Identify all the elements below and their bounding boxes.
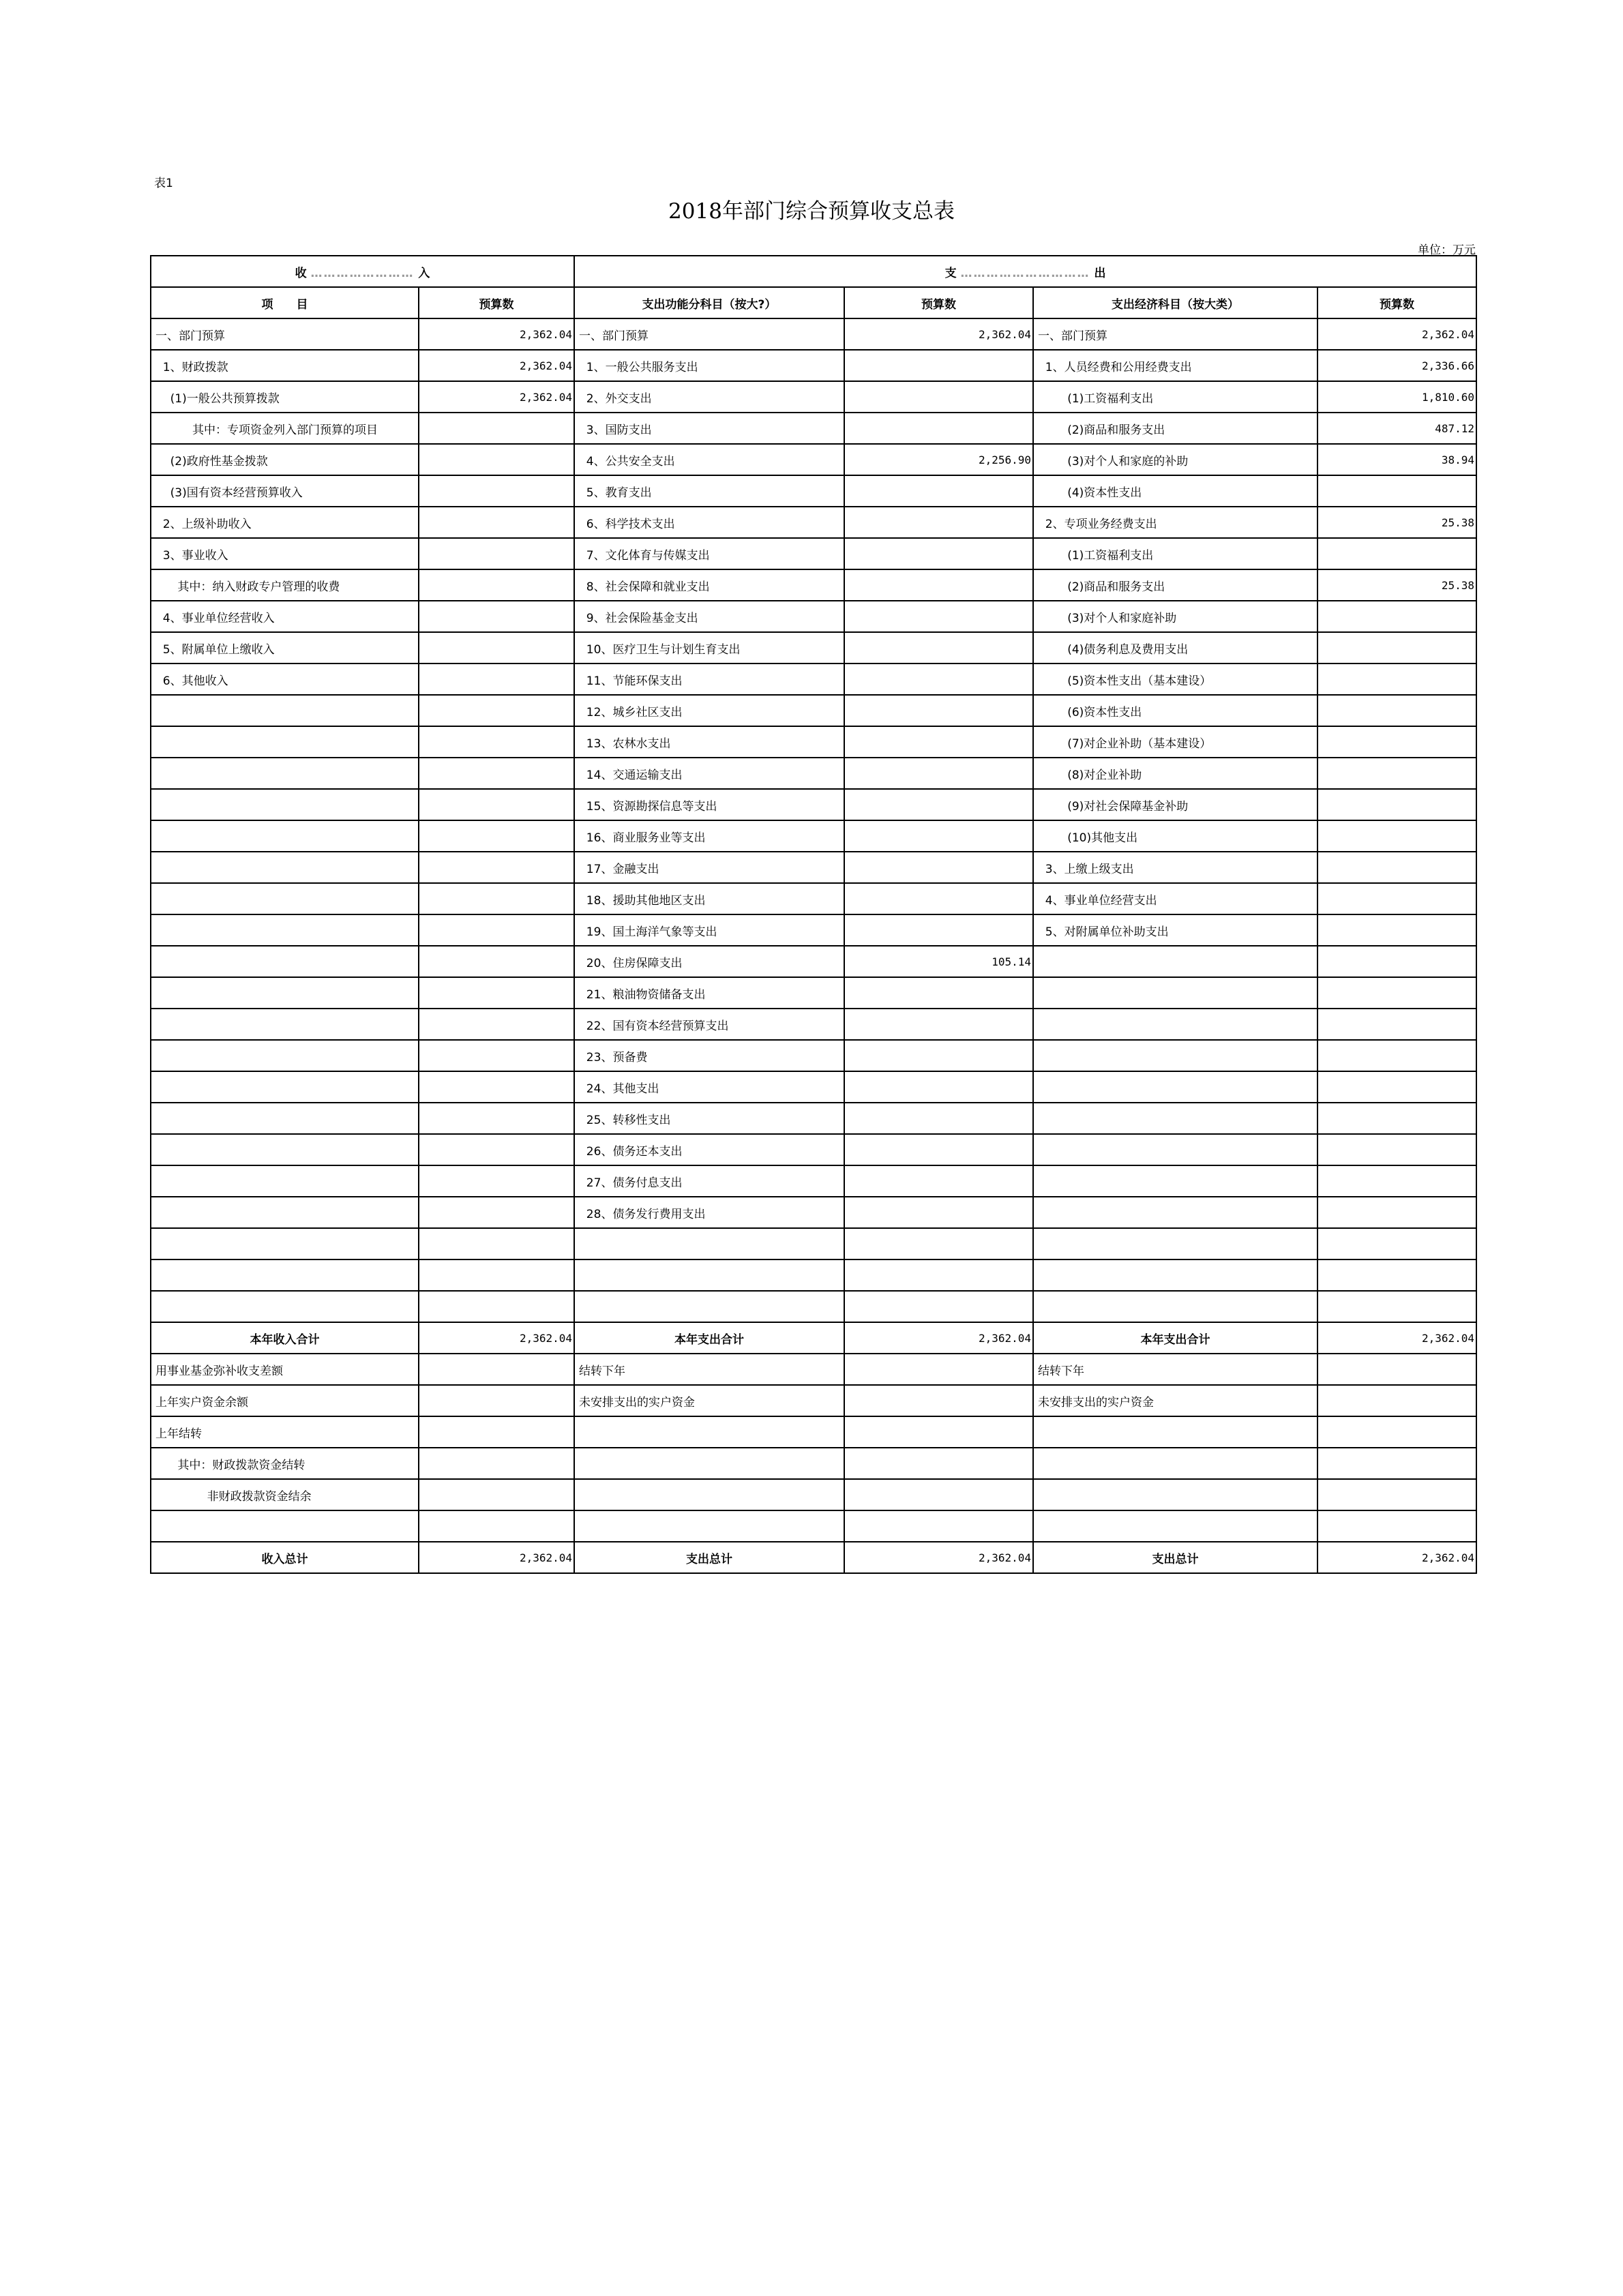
table-row bbox=[151, 914, 1476, 946]
function-amount-cell: 2,362.04 bbox=[844, 318, 1033, 350]
table-row bbox=[151, 1291, 1476, 1322]
income-item-cell: 上年结转 bbox=[151, 1416, 419, 1448]
function-item-cell: 未安排支出的实户资金 bbox=[574, 1385, 844, 1416]
economic-amount-cell bbox=[1317, 1009, 1476, 1040]
economic-item-cell: (4)债务利息及费用支出 bbox=[1033, 632, 1317, 664]
grand-total-row bbox=[151, 1542, 1476, 1573]
income-amount-cell bbox=[419, 632, 574, 664]
function-item-cell: 7、文化体育与传媒支出 bbox=[574, 538, 844, 569]
function-item-cell: 支出总计 bbox=[574, 1542, 844, 1573]
table-row bbox=[151, 1134, 1476, 1165]
table-row bbox=[151, 852, 1476, 883]
table-row bbox=[151, 1385, 1476, 1416]
economic-amount-cell bbox=[1317, 820, 1476, 852]
table-row bbox=[151, 632, 1476, 664]
income-amount-cell bbox=[419, 475, 574, 507]
economic-item-cell bbox=[1033, 1071, 1317, 1103]
page-title: 2018年部门综合预算收支总表 bbox=[668, 199, 955, 224]
income-header-char-1: 收 bbox=[295, 266, 307, 280]
economic-amount-cell bbox=[1317, 758, 1476, 789]
economic-item-cell bbox=[1033, 1479, 1317, 1510]
function-item-cell: 9、社会保险基金支出 bbox=[574, 601, 844, 632]
income-item-cell bbox=[151, 883, 419, 914]
income-amount-cell bbox=[419, 758, 574, 789]
economic-amount-cell bbox=[1317, 632, 1476, 664]
function-item-cell: 21、粮油物资储备支出 bbox=[574, 977, 844, 1009]
unit-label: 单位：万元 bbox=[1418, 243, 1476, 257]
economic-item-cell bbox=[1033, 1040, 1317, 1071]
column-header: 预算数 bbox=[844, 287, 1033, 318]
income-amount-cell bbox=[419, 1040, 574, 1071]
function-item-cell: 18、援助其他地区支出 bbox=[574, 883, 844, 914]
function-amount-cell bbox=[844, 1165, 1033, 1197]
table-row bbox=[151, 1448, 1476, 1479]
income-amount-cell bbox=[419, 946, 574, 977]
table-row bbox=[151, 601, 1476, 632]
income-amount-cell bbox=[419, 1103, 574, 1134]
table-row bbox=[151, 1009, 1476, 1040]
function-amount-cell bbox=[844, 1385, 1033, 1416]
table-row bbox=[151, 381, 1476, 413]
income-amount-cell: 2,362.04 bbox=[419, 1542, 574, 1573]
expense-header-char-1: 支 bbox=[944, 266, 957, 280]
economic-item-cell bbox=[1033, 1197, 1317, 1228]
income-item-cell bbox=[151, 820, 419, 852]
table-row bbox=[151, 1259, 1476, 1291]
function-amount-cell bbox=[844, 726, 1033, 758]
function-item-cell bbox=[574, 1259, 844, 1291]
function-amount-cell bbox=[844, 1197, 1033, 1228]
income-item-cell: 2、上级补助收入 bbox=[151, 507, 419, 538]
function-amount-cell bbox=[844, 1416, 1033, 1448]
function-item-cell: 结转下年 bbox=[574, 1354, 844, 1385]
income-item-cell bbox=[151, 1291, 419, 1322]
function-item-cell: 27、债务付息支出 bbox=[574, 1165, 844, 1197]
income-item-cell bbox=[151, 1228, 419, 1259]
column-header: 预算数 bbox=[419, 287, 574, 318]
income-item-cell bbox=[151, 1197, 419, 1228]
economic-item-cell: (10)其他支出 bbox=[1033, 820, 1317, 852]
income-item-cell: 一、部门预算 bbox=[151, 318, 419, 350]
function-amount-cell bbox=[844, 538, 1033, 569]
income-amount-cell bbox=[419, 413, 574, 444]
table-row bbox=[151, 946, 1476, 977]
function-item-cell: 26、债务还本支出 bbox=[574, 1134, 844, 1165]
economic-item-cell bbox=[1033, 1416, 1317, 1448]
income-amount-cell bbox=[419, 1385, 574, 1416]
function-amount-cell bbox=[844, 914, 1033, 946]
function-amount-cell bbox=[844, 1040, 1033, 1071]
economic-amount-cell bbox=[1317, 1259, 1476, 1291]
economic-item-cell: 未安排支出的实户资金 bbox=[1033, 1385, 1317, 1416]
income-item-cell bbox=[151, 758, 419, 789]
function-item-cell: 12、城乡社区支出 bbox=[574, 695, 844, 726]
economic-item-cell: (8)对企业补助 bbox=[1033, 758, 1317, 789]
year-total-row bbox=[151, 1322, 1476, 1354]
economic-amount-cell bbox=[1317, 1354, 1476, 1385]
economic-amount-cell bbox=[1317, 1479, 1476, 1510]
table-row bbox=[151, 1165, 1476, 1197]
economic-amount-cell bbox=[1317, 726, 1476, 758]
income-amount-cell bbox=[419, 1510, 574, 1542]
function-item-cell: 8、社会保障和就业支出 bbox=[574, 569, 844, 601]
table-row bbox=[151, 1040, 1476, 1071]
function-item-cell: 5、教育支出 bbox=[574, 475, 844, 507]
income-item-cell bbox=[151, 1134, 419, 1165]
economic-amount-cell bbox=[1317, 883, 1476, 914]
economic-item-cell: (2)商品和服务支出 bbox=[1033, 413, 1317, 444]
economic-amount-cell bbox=[1317, 1510, 1476, 1542]
function-amount-cell bbox=[844, 350, 1033, 381]
economic-amount-cell: 2,362.04 bbox=[1317, 318, 1476, 350]
function-item-cell: 19、国土海洋气象等支出 bbox=[574, 914, 844, 946]
income-amount-cell bbox=[419, 1259, 574, 1291]
economic-item-cell: (5)资本性支出（基本建设） bbox=[1033, 664, 1317, 695]
economic-amount-cell: 1,810.60 bbox=[1317, 381, 1476, 413]
economic-amount-cell: 38.94 bbox=[1317, 444, 1476, 475]
income-amount-cell bbox=[419, 664, 574, 695]
income-amount-cell bbox=[419, 726, 574, 758]
expense-group-header: 支 ………………………… 出 bbox=[574, 256, 1476, 287]
economic-item-cell: (3)对个人和家庭补助 bbox=[1033, 601, 1317, 632]
economic-item-cell bbox=[1033, 1228, 1317, 1259]
income-item-cell bbox=[151, 914, 419, 946]
economic-item-cell: 2、专项业务经费支出 bbox=[1033, 507, 1317, 538]
economic-amount-cell bbox=[1317, 1134, 1476, 1165]
economic-item-cell bbox=[1033, 1103, 1317, 1134]
economic-item-cell bbox=[1033, 1448, 1317, 1479]
function-item-cell: 4、公共安全支出 bbox=[574, 444, 844, 475]
column-header: 预算数 bbox=[1317, 287, 1476, 318]
income-item-cell bbox=[151, 977, 419, 1009]
income-amount-cell bbox=[419, 820, 574, 852]
column-header: 项 目 bbox=[151, 287, 419, 318]
economic-item-cell: (4)资本性支出 bbox=[1033, 475, 1317, 507]
income-item-cell bbox=[151, 852, 419, 883]
income-amount-cell bbox=[419, 601, 574, 632]
income-item-cell bbox=[151, 1165, 419, 1197]
economic-item-cell: (9)对社会保障基金补助 bbox=[1033, 789, 1317, 820]
function-amount-cell bbox=[844, 1479, 1033, 1510]
income-item-cell: (1)一般公共预算拨款 bbox=[151, 381, 419, 413]
function-item-cell: 一、部门预算 bbox=[574, 318, 844, 350]
function-amount-cell bbox=[844, 883, 1033, 914]
income-amount-cell bbox=[419, 1165, 574, 1197]
income-item-cell: 3、事业收入 bbox=[151, 538, 419, 569]
economic-item-cell: 5、对附属单位补助支出 bbox=[1033, 914, 1317, 946]
function-amount-cell bbox=[844, 1510, 1033, 1542]
function-amount-cell bbox=[844, 1228, 1033, 1259]
economic-item-cell: 一、部门预算 bbox=[1033, 318, 1317, 350]
income-item-cell: 本年收入合计 bbox=[151, 1322, 419, 1354]
economic-item-cell: (6)资本性支出 bbox=[1033, 695, 1317, 726]
income-amount-cell bbox=[419, 695, 574, 726]
income-item-cell bbox=[151, 1040, 419, 1071]
income-amount-cell bbox=[419, 1479, 574, 1510]
table-row bbox=[151, 1071, 1476, 1103]
function-amount-cell: 105.14 bbox=[844, 946, 1033, 977]
income-group-header: 收 …………………… 入 bbox=[151, 256, 574, 287]
economic-amount-cell: 25.38 bbox=[1317, 507, 1476, 538]
economic-item-cell bbox=[1033, 977, 1317, 1009]
income-amount-cell: 2,362.04 bbox=[419, 318, 574, 350]
economic-amount-cell bbox=[1317, 1448, 1476, 1479]
income-item-cell bbox=[151, 1259, 419, 1291]
economic-amount-cell bbox=[1317, 664, 1476, 695]
economic-item-cell: 支出总计 bbox=[1033, 1542, 1317, 1573]
economic-amount-cell bbox=[1317, 914, 1476, 946]
income-item-cell: 非财政拨款资金结余 bbox=[151, 1479, 419, 1510]
table-row bbox=[151, 726, 1476, 758]
income-amount-cell bbox=[419, 1354, 574, 1385]
function-amount-cell bbox=[844, 789, 1033, 820]
function-item-cell: 15、资源勘探信息等支出 bbox=[574, 789, 844, 820]
column-header: 支出功能分科目（按大?） bbox=[574, 287, 844, 318]
income-item-cell bbox=[151, 1071, 419, 1103]
income-amount-cell bbox=[419, 538, 574, 569]
economic-item-cell: (1)工资福利支出 bbox=[1033, 538, 1317, 569]
income-item-cell: 收入总计 bbox=[151, 1542, 419, 1573]
income-item-cell: 其中：专项资金列入部门预算的项目 bbox=[151, 413, 419, 444]
function-item-cell: 25、转移性支出 bbox=[574, 1103, 844, 1134]
economic-item-cell: (1)工资福利支出 bbox=[1033, 381, 1317, 413]
income-item-cell: 6、其他收入 bbox=[151, 664, 419, 695]
table-row bbox=[151, 1354, 1476, 1385]
function-amount-cell bbox=[844, 381, 1033, 413]
income-amount-cell bbox=[419, 1416, 574, 1448]
function-amount-cell bbox=[844, 1103, 1033, 1134]
table-row bbox=[151, 1479, 1476, 1510]
income-amount-cell bbox=[419, 914, 574, 946]
function-amount-cell bbox=[844, 413, 1033, 444]
table-row bbox=[151, 977, 1476, 1009]
income-amount-cell bbox=[419, 977, 574, 1009]
column-header-row bbox=[151, 287, 1476, 318]
economic-amount-cell bbox=[1317, 538, 1476, 569]
function-amount-cell bbox=[844, 601, 1033, 632]
function-amount-cell bbox=[844, 820, 1033, 852]
economic-item-cell bbox=[1033, 1009, 1317, 1040]
function-amount-cell: 2,256.90 bbox=[844, 444, 1033, 475]
economic-item-cell: (2)商品和服务支出 bbox=[1033, 569, 1317, 601]
economic-item-cell bbox=[1033, 1134, 1317, 1165]
function-amount-cell bbox=[844, 1291, 1033, 1322]
table-row bbox=[151, 883, 1476, 914]
income-item-cell: 其中：财政拨款资金结转 bbox=[151, 1448, 419, 1479]
economic-amount-cell bbox=[1317, 695, 1476, 726]
function-amount-cell: 2,362.04 bbox=[844, 1322, 1033, 1354]
function-item-cell: 22、国有资本经营预算支出 bbox=[574, 1009, 844, 1040]
income-amount-cell bbox=[419, 1197, 574, 1228]
income-amount-cell bbox=[419, 852, 574, 883]
function-amount-cell bbox=[844, 977, 1033, 1009]
function-item-cell bbox=[574, 1510, 844, 1542]
expense-header-char-2: 出 bbox=[1094, 266, 1106, 280]
income-amount-cell bbox=[419, 444, 574, 475]
income-item-cell: 用事业基金弥补收支差额 bbox=[151, 1354, 419, 1385]
table-row bbox=[151, 664, 1476, 695]
income-amount-cell: 2,362.04 bbox=[419, 1322, 574, 1354]
function-item-cell: 13、农林水支出 bbox=[574, 726, 844, 758]
function-item-cell: 本年支出合计 bbox=[574, 1322, 844, 1354]
economic-amount-cell: 2,336.66 bbox=[1317, 350, 1476, 381]
function-item-cell bbox=[574, 1448, 844, 1479]
function-amount-cell bbox=[844, 758, 1033, 789]
function-amount-cell bbox=[844, 1259, 1033, 1291]
economic-amount-cell bbox=[1317, 977, 1476, 1009]
income-item-cell bbox=[151, 1510, 419, 1542]
function-item-cell: 6、科学技术支出 bbox=[574, 507, 844, 538]
economic-amount-cell bbox=[1317, 789, 1476, 820]
income-item-cell bbox=[151, 789, 419, 820]
table-row bbox=[151, 1228, 1476, 1259]
economic-item-cell: 结转下年 bbox=[1033, 1354, 1317, 1385]
income-item-cell: (3)国有资本经营预算收入 bbox=[151, 475, 419, 507]
economic-amount-cell bbox=[1317, 1103, 1476, 1134]
table-row bbox=[151, 1103, 1476, 1134]
group-header-row bbox=[151, 256, 1476, 287]
function-amount-cell bbox=[844, 569, 1033, 601]
function-amount-cell bbox=[844, 1354, 1033, 1385]
economic-amount-cell: 2,362.04 bbox=[1317, 1542, 1476, 1573]
function-amount-cell bbox=[844, 632, 1033, 664]
function-amount-cell bbox=[844, 1071, 1033, 1103]
income-amount-cell bbox=[419, 1448, 574, 1479]
income-item-cell bbox=[151, 1103, 419, 1134]
income-amount-cell bbox=[419, 1134, 574, 1165]
function-item-cell: 14、交通运输支出 bbox=[574, 758, 844, 789]
income-amount-cell: 2,362.04 bbox=[419, 350, 574, 381]
table-row bbox=[151, 318, 1476, 350]
function-item-cell: 28、债务发行费用支出 bbox=[574, 1197, 844, 1228]
table-row bbox=[151, 1416, 1476, 1448]
table-row bbox=[151, 507, 1476, 538]
table-row bbox=[151, 1510, 1476, 1542]
function-item-cell: 20、住房保障支出 bbox=[574, 946, 844, 977]
income-item-cell: 4、事业单位经营收入 bbox=[151, 601, 419, 632]
function-item-cell: 1、一般公共服务支出 bbox=[574, 350, 844, 381]
function-amount-cell bbox=[844, 695, 1033, 726]
function-item-cell bbox=[574, 1228, 844, 1259]
function-amount-cell bbox=[844, 507, 1033, 538]
function-amount-cell bbox=[844, 852, 1033, 883]
economic-amount-cell bbox=[1317, 601, 1476, 632]
economic-amount-cell bbox=[1317, 946, 1476, 977]
economic-item-cell: (7)对企业补助（基本建设） bbox=[1033, 726, 1317, 758]
income-amount-cell bbox=[419, 789, 574, 820]
function-item-cell: 17、金融支出 bbox=[574, 852, 844, 883]
economic-amount-cell bbox=[1317, 1228, 1476, 1259]
function-item-cell bbox=[574, 1291, 844, 1322]
income-amount-cell bbox=[419, 1009, 574, 1040]
budget-table bbox=[150, 255, 1477, 1574]
function-amount-cell: 2,362.04 bbox=[844, 1542, 1033, 1573]
income-item-cell: (2)政府性基金拨款 bbox=[151, 444, 419, 475]
table-row bbox=[151, 789, 1476, 820]
table-row bbox=[151, 1197, 1476, 1228]
table-row bbox=[151, 569, 1476, 601]
economic-item-cell: 3、上缴上级支出 bbox=[1033, 852, 1317, 883]
table-row bbox=[151, 444, 1476, 475]
economic-amount-cell: 25.38 bbox=[1317, 569, 1476, 601]
income-item-cell bbox=[151, 695, 419, 726]
table-row bbox=[151, 475, 1476, 507]
function-item-cell bbox=[574, 1479, 844, 1510]
economic-item-cell bbox=[1033, 1259, 1317, 1291]
economic-amount-cell bbox=[1317, 1385, 1476, 1416]
economic-amount-cell bbox=[1317, 1291, 1476, 1322]
income-amount-cell bbox=[419, 883, 574, 914]
income-amount-cell bbox=[419, 569, 574, 601]
function-amount-cell bbox=[844, 1009, 1033, 1040]
economic-item-cell bbox=[1033, 1510, 1317, 1542]
income-item-cell bbox=[151, 726, 419, 758]
income-header-char-2: 入 bbox=[418, 266, 430, 280]
economic-item-cell: (3)对个人和家庭的补助 bbox=[1033, 444, 1317, 475]
income-amount-cell bbox=[419, 1071, 574, 1103]
income-item-cell: 上年实户资金余额 bbox=[151, 1385, 419, 1416]
economic-item-cell: 本年支出合计 bbox=[1033, 1322, 1317, 1354]
function-amount-cell bbox=[844, 1134, 1033, 1165]
income-item-cell: 其中：纳入财政专户管理的收费 bbox=[151, 569, 419, 601]
function-item-cell: 10、医疗卫生与计划生育支出 bbox=[574, 632, 844, 664]
economic-item-cell bbox=[1033, 1291, 1317, 1322]
economic-amount-cell bbox=[1317, 1416, 1476, 1448]
economic-item-cell bbox=[1033, 946, 1317, 977]
economic-item-cell: 4、事业单位经营支出 bbox=[1033, 883, 1317, 914]
income-amount-cell bbox=[419, 1228, 574, 1259]
economic-amount-cell bbox=[1317, 1071, 1476, 1103]
income-amount-cell bbox=[419, 507, 574, 538]
function-amount-cell bbox=[844, 1448, 1033, 1479]
economic-item-cell bbox=[1033, 1165, 1317, 1197]
sheet-label: 表1 bbox=[154, 177, 173, 190]
table-row bbox=[151, 413, 1476, 444]
income-amount-cell bbox=[419, 1291, 574, 1322]
economic-amount-cell bbox=[1317, 852, 1476, 883]
economic-amount-cell bbox=[1317, 475, 1476, 507]
table-row bbox=[151, 820, 1476, 852]
economic-amount-cell bbox=[1317, 1040, 1476, 1071]
income-item-cell bbox=[151, 946, 419, 977]
function-amount-cell bbox=[844, 475, 1033, 507]
function-item-cell: 16、商业服务业等支出 bbox=[574, 820, 844, 852]
function-item-cell: 3、国防支出 bbox=[574, 413, 844, 444]
column-header: 支出经济科目（按大类） bbox=[1033, 287, 1317, 318]
economic-amount-cell bbox=[1317, 1165, 1476, 1197]
income-item-cell bbox=[151, 1009, 419, 1040]
economic-item-cell: 1、人员经费和公用经费支出 bbox=[1033, 350, 1317, 381]
table-row bbox=[151, 695, 1476, 726]
function-item-cell bbox=[574, 1416, 844, 1448]
function-amount-cell bbox=[844, 664, 1033, 695]
table-row bbox=[151, 538, 1476, 569]
income-item-cell: 5、附属单位上缴收入 bbox=[151, 632, 419, 664]
function-item-cell: 2、外交支出 bbox=[574, 381, 844, 413]
table-row bbox=[151, 758, 1476, 789]
economic-amount-cell: 2,362.04 bbox=[1317, 1322, 1476, 1354]
economic-amount-cell bbox=[1317, 1197, 1476, 1228]
function-item-cell: 24、其他支出 bbox=[574, 1071, 844, 1103]
income-item-cell: 1、财政拨款 bbox=[151, 350, 419, 381]
income-amount-cell: 2,362.04 bbox=[419, 381, 574, 413]
economic-amount-cell: 487.12 bbox=[1317, 413, 1476, 444]
table-row bbox=[151, 350, 1476, 381]
function-item-cell: 23、预备费 bbox=[574, 1040, 844, 1071]
function-item-cell: 11、节能环保支出 bbox=[574, 664, 844, 695]
